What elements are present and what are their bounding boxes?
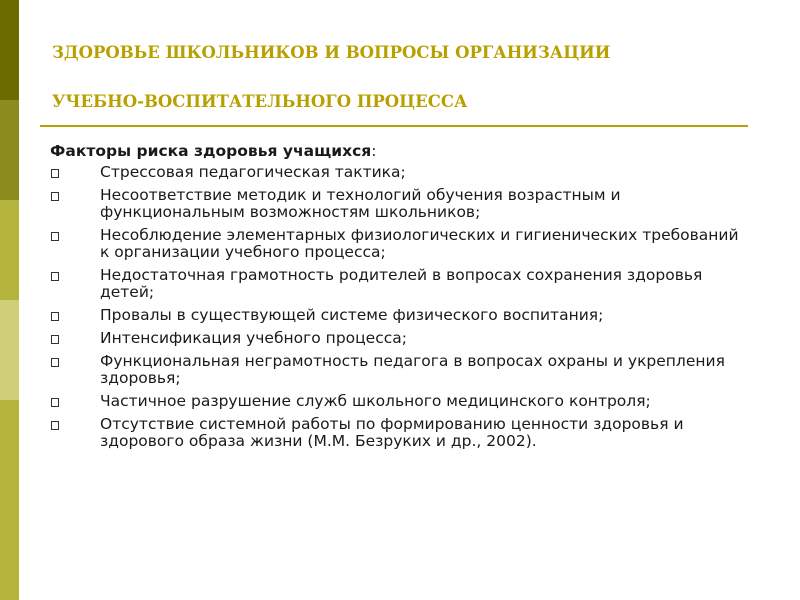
square-bullet-icon [51,312,59,321]
list-item-text: Недостаточная грамотность родителей в вопросах сохранения здоровья детей; [100,266,703,301]
list-heading-text: Факторы риска здоровья учащихся [50,142,372,160]
list-item [50,307,750,324]
square-bullet-icon [51,398,59,407]
list-item [50,164,750,181]
list-heading [50,140,750,162]
square-bullet-icon [51,169,59,178]
sidebar-segment [0,0,19,100]
sidebar-segment [0,300,19,400]
list-item-text: Провалы в существующей системе физического воспитания; [100,306,604,324]
square-bullet-icon [51,192,59,201]
sidebar-segment [0,200,19,300]
list-item [50,393,750,410]
title-line-1: ЗДОРОВЬЕ ШКОЛЬНИКОВ И ВОПРОСЫ ОРГАНИЗАЦИИ [52,43,611,62]
slide-title [52,40,752,114]
list-item [50,187,750,221]
square-bullet-icon [51,358,59,367]
square-bullet-icon [51,335,59,344]
list-heading-colon: : [371,142,377,160]
list-item [50,353,750,387]
square-bullet-icon [51,421,59,430]
square-bullet-icon [51,232,59,241]
sidebar-segment [0,400,19,600]
square-bullet-icon [51,272,59,281]
list-item-text: Частичное разрушение служб школьного медицинского контроля; [100,392,651,410]
list-item-text: Функциональная неграмотность педагога в вопросах охраны и укрепления здоровья; [100,352,725,387]
title-line-2: УЧЕБНО-ВОСПИТАТЕЛЬНОГО ПРОЦЕССА [52,92,468,111]
list-item-text: Несоблюдение элементарных физиологических и гигиенических требований к организации учебного процесса; [100,226,739,261]
list-item [50,267,750,301]
list-item-text: Интенсификация учебного процесса; [100,329,407,347]
risk-factor-list [50,164,750,450]
sidebar-segment [0,100,19,200]
list-item [50,416,750,450]
list-item-text: Несоответствие методик и технологий обучения возрастным и функциональным возможностям школьников; [100,186,621,221]
list-item [50,330,750,347]
list-item-text: Стрессовая педагогическая тактика; [100,163,406,181]
list-item-text: Отсутствие системной работы по формированию ценности здоровья и здорового образа жизни (М.М. Безруких и др., 2002). [100,415,684,450]
decorative-sidebar [0,0,19,600]
title-divider [40,125,748,127]
slide-content [50,140,750,456]
list-item [50,227,750,261]
